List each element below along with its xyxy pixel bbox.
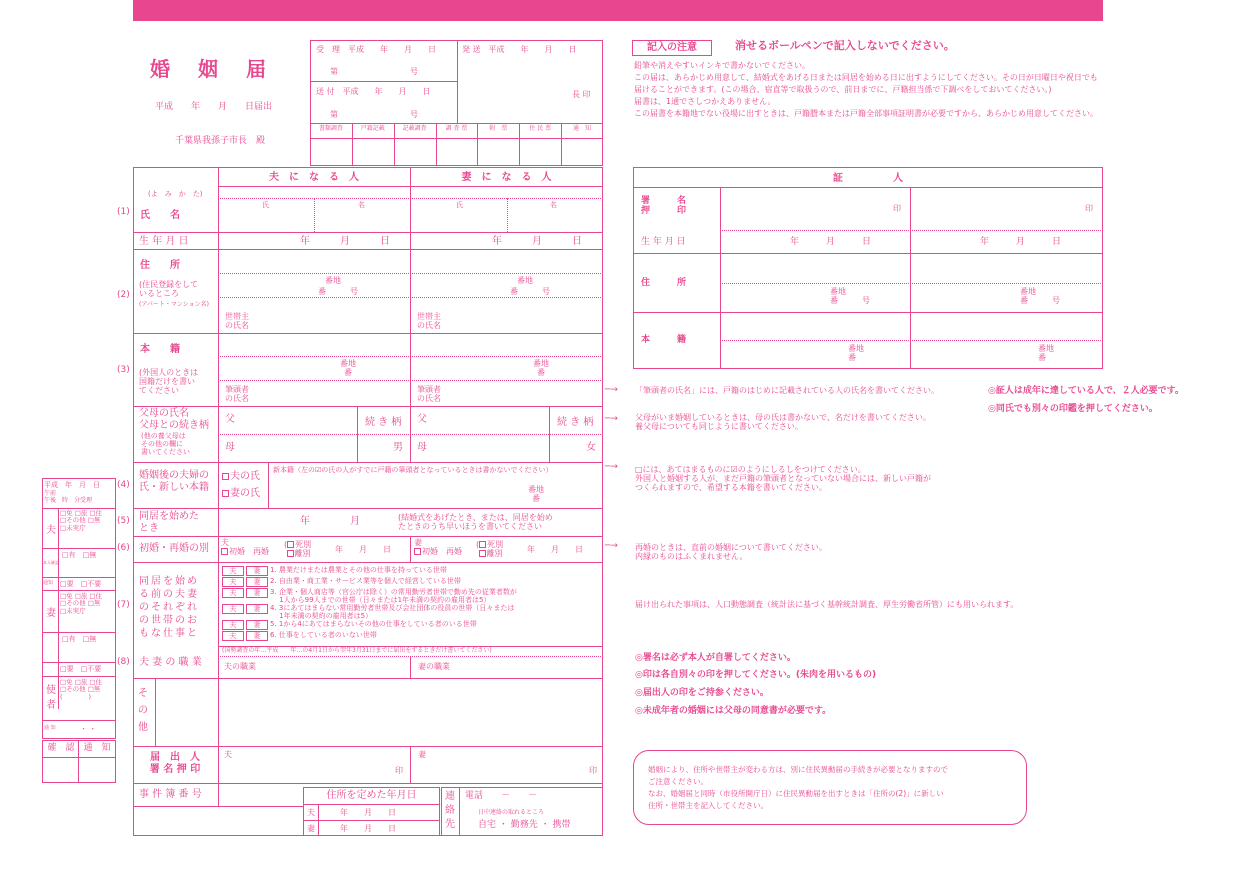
w-banchi: 番地 bbox=[517, 276, 533, 285]
h-occ-check[interactable]: 夫 bbox=[222, 566, 244, 576]
submission-date[interactable]: 平成 年 月 日届出 bbox=[155, 102, 273, 112]
h-occ-check[interactable]: 夫 bbox=[222, 577, 244, 587]
notes-headline: 消せるボールペンで記入しないでください。 bbox=[735, 39, 955, 52]
birthdate-label: 生 年 月 日 bbox=[139, 236, 189, 247]
occupation-item-text: 2. 自由業・商工業・サービス業等を個人で経営している世帯 bbox=[270, 577, 461, 586]
receipt-col-0: 書類調査 bbox=[318, 125, 343, 132]
h-surname-check[interactable]: 夫の氏 bbox=[222, 471, 260, 483]
w-occ-check[interactable]: 妻 bbox=[246, 604, 268, 614]
witness2-seal[interactable]: 印 bbox=[1085, 204, 1093, 213]
notes-body: 鉛筆や消えやすいインキで書かないでください。 この届は、あらかじめ用意して、結婚式をあげる日または同居を始める日に出すようにしてください。その日が日曜日や祝日でも届けることができます。(この場合、宿直等で取扱うので、前日までに、戸籍担当係で下調べをしておいてください。) 届書は、1通でさしつかえありません。 この届書を本籍地でない役場に出すときは、戸籍謄本または戸籍全部事項証明書が必要ですから、あらかじめ用意してください。 bbox=[634, 61, 1098, 118]
contact-note: 日中連絡の取れるところ bbox=[478, 809, 545, 816]
h-occ-check[interactable]: 夫 bbox=[222, 631, 244, 641]
husband-column-header: 夫 に な る 人 bbox=[269, 172, 359, 183]
witness2-honseki-banchi[interactable]: 番地 番 bbox=[1038, 344, 1054, 363]
contact-options[interactable]: 自宅 ・ 勤務先 ・ 携帯 bbox=[478, 820, 571, 830]
h-birthdate-field[interactable]: 年 月 日 bbox=[300, 236, 390, 247]
arrow-1: ─→ bbox=[605, 385, 618, 395]
lp-husband-opts[interactable]: □免 □旅 □住 □その他 □無 □未実庁 bbox=[60, 509, 103, 532]
w-marriage-type[interactable]: 妻 初婚 再婚 bbox=[414, 538, 462, 557]
w-occ-check[interactable]: 妻 bbox=[246, 566, 268, 576]
w-name-field[interactable] bbox=[412, 206, 601, 230]
lp-date: 平成 年 月 日 bbox=[44, 481, 100, 489]
parents-side-note: 父母がいま婚姻しているときは、母の氏は書かないで、名だけを書いてください。 養父母についても同じように書いてください。 bbox=[635, 413, 931, 432]
row-number-7: (7) bbox=[117, 600, 130, 610]
delivered-date[interactable]: 送 付 平成 年 月 日 bbox=[316, 87, 431, 96]
contact-label: 連 絡 先 bbox=[445, 791, 455, 830]
witness-sign-label: 署 名 押 印 bbox=[641, 196, 687, 217]
receipt-col-2: 記載調査 bbox=[402, 125, 427, 132]
w-relation-value: 女 bbox=[586, 442, 596, 453]
h-banchi: 番地 bbox=[325, 276, 341, 285]
new-honseki-label: 新本籍（左の☑の氏の人がすでに戸籍の筆頭者となっているときは書かないでください） bbox=[273, 466, 553, 474]
witness-honseki-label: 本 籍 bbox=[641, 335, 687, 345]
h-name-field[interactable] bbox=[220, 206, 408, 230]
h-applicant-prefix: 夫 bbox=[224, 750, 232, 759]
other-label: そ の 他 bbox=[138, 688, 148, 733]
lp-time: 午前 午後 時 分受理 bbox=[44, 490, 93, 504]
witness1-address-banchi[interactable]: 番地 番 号 bbox=[830, 287, 870, 306]
address-change-note: 婚姻により、住所や世帯主が変わる方は、別に住民異動届の手続きが必要となりますので ご注意ください。 なお、婚姻届と同時（市役所開庁日）に住民異動届を出すときは「住所の(2)」に新しい 住所・世帯主を記入してください。 bbox=[633, 750, 1027, 825]
blank-under-case bbox=[134, 807, 302, 835]
occupation-item[interactable] bbox=[222, 577, 600, 587]
w-job-field[interactable]: 妻の職業 bbox=[418, 662, 450, 671]
parents-label: 父母の氏名 父母との続き柄 bbox=[139, 408, 209, 431]
h-householder[interactable]: 世帯主 の氏名 bbox=[225, 312, 249, 331]
residence-w-date[interactable]: 年 月 日 bbox=[340, 824, 396, 833]
w-hittosha[interactable]: 筆頭者 の氏名 bbox=[417, 385, 441, 404]
wife-column-header: 妻 に な る 人 bbox=[461, 172, 552, 183]
row-number-5: (5) bbox=[117, 516, 130, 526]
new-honseki-banchi[interactable]: 番地 番 bbox=[528, 485, 544, 504]
honseki-label: 本 籍 bbox=[140, 344, 180, 355]
form-title: 婚 姻 届 bbox=[150, 57, 270, 81]
receipt-col-3: 調 査 票 bbox=[445, 125, 468, 132]
address-label: 住 所 bbox=[140, 260, 180, 271]
lp-confirm: 確 認 通 知 bbox=[47, 743, 111, 753]
w-surname-check[interactable]: 妻の氏 bbox=[222, 488, 260, 500]
lp-wife: 妻 bbox=[46, 608, 56, 619]
addressee: 千葉県我孫子市長 殿 bbox=[175, 136, 266, 146]
remarriage-note: 再婚のときは、直前の婚姻について書いてください。 内縁のものはふくまれません。 bbox=[635, 543, 827, 562]
h-marriage-type[interactable]: 夫 初婚 再婚 bbox=[221, 538, 269, 557]
applicant-label: 届 出 人 署 名 押 印 bbox=[149, 752, 201, 775]
row-number-1: (1) bbox=[117, 207, 130, 217]
witness-title: 証 人 bbox=[833, 173, 903, 184]
witness2-birth[interactable]: 年 月 日 bbox=[980, 237, 1062, 247]
occupation-item-text: 4. 3にあてはまらない常用勤労者世帯及び会社団体の役員の世帯（日々または 1年未満の契約の雇用者は5） bbox=[270, 604, 515, 621]
row-number-2: (2) bbox=[117, 290, 130, 300]
witness-note-1: ◎証人は成年に達している人で、２人必要です。 bbox=[988, 386, 1184, 396]
bold-note-2: ◎印は各自別々の印を押してください。(朱肉を用いるもの) bbox=[635, 670, 877, 680]
w-ban-go: 番 号 bbox=[510, 287, 550, 296]
h-surname-label: 氏 bbox=[262, 201, 269, 209]
census-note: (国勢調査の年…平成 年…の4月1日から翌年3月31日までに届出をするときだけ書いてください) bbox=[222, 647, 492, 654]
lp-husband: 夫 bbox=[46, 525, 56, 536]
cohabit-label: 同居を始めた とき bbox=[139, 511, 199, 534]
w-relation-label: 続 き 柄 bbox=[557, 417, 594, 428]
row-number-8: (8) bbox=[117, 657, 130, 667]
h-relation-value: 男 bbox=[393, 442, 403, 453]
h-applicant-seal[interactable]: 印 bbox=[395, 766, 403, 775]
address-note: (住民登録をして いるところ bbox=[139, 280, 199, 299]
witness1-birth[interactable]: 年 月 日 bbox=[790, 237, 872, 247]
received-date[interactable]: 受 理 平成 年 月 日 bbox=[316, 45, 436, 54]
h-prev-date[interactable]: 年 月 日 bbox=[335, 545, 391, 554]
w-prev-date[interactable]: 年 月 日 bbox=[527, 545, 583, 554]
name-label: 氏 名 bbox=[140, 210, 180, 221]
w-occ-check[interactable]: 妻 bbox=[246, 631, 268, 641]
receipt-col-4: 附 票 bbox=[489, 125, 508, 132]
h-honseki-banchi: 番地 番 bbox=[340, 359, 356, 378]
residence-h-label: 夫 bbox=[307, 808, 315, 817]
w-honseki-banchi: 番地 番 bbox=[533, 359, 549, 378]
w-applicant-prefix: 妻 bbox=[418, 750, 426, 759]
occupation-title: 同居を始め る前の夫妻 のそれぞれ の世帯のお もな仕事と bbox=[139, 576, 199, 639]
bold-note-4: ◎未成年者の婚姻には父母の同意書が必要です。 bbox=[635, 706, 832, 716]
lp-dots: ・ ・ bbox=[80, 725, 97, 733]
w-surname-label: 氏 bbox=[456, 201, 463, 209]
cohabit-date[interactable]: 年 月 bbox=[300, 516, 360, 527]
w-mother[interactable]: 母 bbox=[417, 442, 427, 453]
h-job-field[interactable]: 夫の職業 bbox=[224, 662, 256, 671]
lp-h-need[interactable]: □要 □不要 bbox=[60, 580, 102, 588]
h-occ-check[interactable]: 夫 bbox=[222, 620, 244, 630]
occupation-item[interactable] bbox=[222, 631, 600, 641]
case-number-label: 事 件 簿 番 号 bbox=[139, 789, 202, 800]
h-occ-check[interactable]: 夫 bbox=[222, 604, 244, 614]
h-relation-label: 続 き 柄 bbox=[365, 417, 402, 428]
bold-note-1: ◎署名は必ず本人が自署してください。 bbox=[635, 653, 796, 663]
row-number-3: (3) bbox=[117, 365, 130, 375]
lp-w-need[interactable]: □要 □不要 bbox=[60, 665, 102, 673]
h-given-label: 名 bbox=[358, 201, 365, 209]
honseki-note: (外国人のときは 国籍だけを書い てください bbox=[139, 368, 199, 396]
received-number[interactable]: 第 号 bbox=[330, 67, 418, 76]
occupation-item[interactable] bbox=[222, 566, 600, 576]
h-occ-check[interactable]: 夫 bbox=[222, 588, 244, 598]
h-father[interactable]: 父 bbox=[225, 414, 235, 425]
w-birthdate-field[interactable]: 年 月 日 bbox=[492, 236, 582, 247]
lp-small-1: 本人確認 bbox=[43, 560, 59, 565]
w-father[interactable]: 父 bbox=[417, 414, 427, 425]
arrow-2: ─→ bbox=[605, 414, 618, 424]
occupation-item-text: 5. 1から4にあてはまらないその他の仕事をしている者のいる世帯 bbox=[270, 620, 477, 629]
receipt-col-6: 通 知 bbox=[573, 125, 592, 132]
row-number-6: (6) bbox=[117, 543, 130, 553]
parents-note: (他の養父母は その他の欄に 書いてください bbox=[141, 432, 190, 457]
w-prev-end[interactable]: ( 死別 離別 bbox=[476, 540, 504, 559]
check-note: □には、あてはまるものに☑のようにしるしをつけてください。 外国人と婚姻する人が、まだ戸籍の筆頭者となっていない場合には、新しい戸籍が つくられますので、希望する本籍を書いてください。 bbox=[635, 465, 931, 493]
w-householder[interactable]: 世帯主 の氏名 bbox=[417, 312, 441, 331]
hittosha-note: 「筆頭者の氏名」には、戸籍のはじめに記載されている人の氏名を書いてください。 bbox=[635, 386, 939, 395]
receipt-col-1: 戸籍記載 bbox=[360, 125, 385, 132]
bold-note-3: ◎届出人の印をご持参ください。 bbox=[635, 688, 769, 698]
new-family-label: 婚姻後の夫婦の 氏・新しい本籍 bbox=[139, 470, 209, 493]
h-hittosha[interactable]: 筆頭者 の氏名 bbox=[225, 385, 249, 404]
notes-title: 記入の注意 bbox=[632, 40, 712, 56]
w-applicant-seal[interactable]: 印 bbox=[589, 766, 597, 775]
lp-messenger-opts[interactable]: □免 □旅 □住 □その他 □無 ( ) bbox=[60, 678, 103, 701]
witness2-address-banchi[interactable]: 番地 番 号 bbox=[1020, 287, 1060, 306]
lp-w-has[interactable]: □有 □無 bbox=[62, 635, 97, 643]
witness1-honseki-banchi[interactable]: 番地 番 bbox=[848, 344, 864, 363]
occupation-list bbox=[222, 566, 600, 642]
row-number-4: (4) bbox=[117, 480, 130, 490]
top-band bbox=[133, 0, 1103, 21]
sent-date[interactable]: 発 送 平成 年 月 日 bbox=[462, 45, 577, 54]
occupation-item[interactable] bbox=[222, 604, 600, 620]
h-mother[interactable]: 母 bbox=[225, 442, 235, 453]
lp-wife-opts[interactable]: □免 □旅 □住 □その他 □無 □未実庁 bbox=[60, 592, 103, 615]
w-occ-check[interactable]: 妻 bbox=[246, 577, 268, 587]
residence-w-label: 妻 bbox=[307, 824, 315, 833]
arrow-4: ─→ bbox=[605, 541, 618, 551]
residence-h-date[interactable]: 年 月 日 bbox=[340, 808, 396, 817]
h-prev-end[interactable]: ( 死別 離別 bbox=[284, 540, 312, 559]
occupation-item-text: 3. 企業・個人商店等（官公庁は除く）の常用勤労者世帯で勤め先の従業者数が 1人から99人までの世帯（日々または1年未満の契約の雇用者は5） bbox=[270, 588, 517, 605]
witness-address-label: 住 所 bbox=[641, 278, 687, 288]
occupation-item-text: 6. 仕事をしている者のいない世帯 bbox=[270, 631, 377, 640]
chief-seal: 長 印 bbox=[572, 90, 591, 99]
witness-birth-label: 生 年 月 日 bbox=[641, 237, 686, 247]
statistics-note: 届け出られた事項は、人口動態調査（統計法に基づく基幹統計調査、厚生労働省所管）にも用いられます。 bbox=[635, 600, 1019, 609]
lp-small-2: 通知 bbox=[43, 580, 54, 586]
lp-h-has[interactable]: □有 □無 bbox=[62, 551, 97, 559]
witness1-seal[interactable]: 印 bbox=[893, 204, 901, 213]
apartment-note: (アパート・マンション名) bbox=[139, 301, 209, 308]
witness-note-2: ◎同氏でも別々の印鑑を押してください。 bbox=[988, 404, 1158, 414]
w-given-label: 名 bbox=[550, 201, 557, 209]
occupation-item[interactable] bbox=[222, 588, 600, 604]
residence-date-title: 住所を定めた年月日 bbox=[326, 790, 417, 801]
lp-messenger: 使 者 bbox=[46, 685, 56, 711]
contact-tel[interactable]: 電話 － － bbox=[465, 791, 538, 801]
receipt-col-5: 住 民 票 bbox=[529, 125, 552, 132]
w-occ-check[interactable]: 妻 bbox=[246, 620, 268, 630]
witness-table bbox=[633, 167, 1103, 369]
other-field[interactable] bbox=[157, 680, 601, 744]
arrow-3: ─→ bbox=[605, 462, 618, 472]
cohabit-note: (結婚式をあげたとき、または、同居を始め たときのうち早いほうを書いてください bbox=[398, 513, 553, 532]
first-re-label: 初婚・再婚の別 bbox=[139, 543, 209, 554]
occupation-item[interactable] bbox=[222, 620, 600, 630]
reading-label: (よ み か た) bbox=[148, 190, 203, 198]
h-ban-go: 番 号 bbox=[318, 287, 358, 296]
lp-small-3: 通 知 bbox=[44, 725, 56, 731]
occupation-label: 夫 妻 の 職 業 bbox=[139, 657, 202, 668]
delivered-number[interactable]: 第 号 bbox=[330, 110, 418, 119]
w-occ-check[interactable]: 妻 bbox=[246, 588, 268, 598]
occupation-item-text: 1. 農業だけまたは農業とその他の仕事を持っている世帯 bbox=[270, 566, 447, 574]
